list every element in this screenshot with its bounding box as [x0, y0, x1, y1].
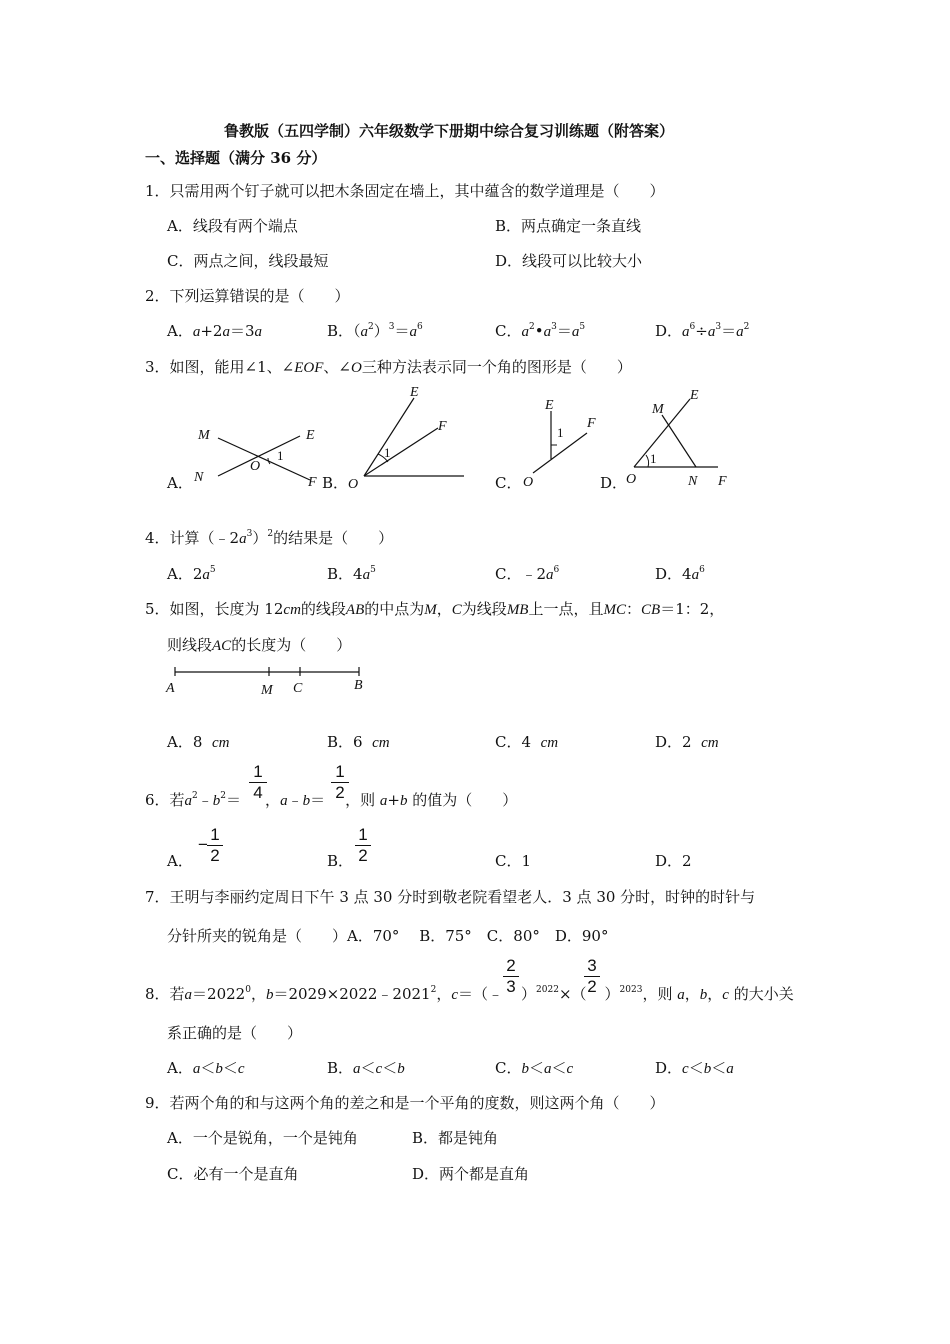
fig3b-label-e: E: [410, 385, 419, 400]
fig3d-label-n: N: [688, 474, 698, 489]
question-5-option-d: D．2 cm: [655, 733, 719, 751]
question-7-stem-line1: 7．王明与李丽约定周日下午 3 点 30 分时到敬老院看望老人．3 点 30 分时，时钟的时针与: [145, 888, 756, 906]
figure-5-segment: [160, 660, 380, 700]
question-6-option-b-fraction: 1 2: [355, 826, 371, 865]
fig3a-label-n: N: [194, 470, 204, 485]
question-6-stem: 6．若$a^2﹣b^2=$ ，a﹣b＝ ，则 a+b 的值为（ ）: [145, 791, 518, 809]
fig5-label-c: C: [293, 681, 303, 696]
fig3c-label-o: O: [523, 475, 534, 490]
question-3-option-a: A．: [167, 474, 193, 492]
fig3d-label-e: E: [690, 388, 699, 403]
question-6-option-a-label: A．: [167, 852, 193, 870]
fig3a-label-o: O: [250, 459, 261, 474]
question-2-option-a: A．a+2a＝3a: [167, 322, 263, 340]
question-8-option-b: B．a＜c＜b: [327, 1059, 405, 1077]
fig3d-label-o: O: [626, 472, 637, 487]
question-6-option-a-fraction: 1 2: [207, 826, 223, 865]
question-6-option-b-label: B．: [327, 852, 354, 870]
fig3a-label-f: F: [308, 475, 317, 490]
question-9-option-a: A．一个是锐角，一个是钝角: [167, 1129, 358, 1147]
question-1-option-c: C．两点之间，线段最短: [167, 252, 329, 270]
figure-3a: [190, 420, 330, 495]
figure-3c: [515, 393, 605, 493]
question-5-option-a: A．8 cm: [167, 733, 230, 751]
fig5-label-b: B: [354, 678, 363, 693]
question-1-option-b: B．两点确定一条直线: [495, 217, 642, 235]
fig3d-label-1: 1: [650, 451, 657, 466]
question-8-fraction-1: 2 3: [503, 957, 519, 996]
question-9-option-b: B．都是钝角: [412, 1129, 499, 1147]
fig3a-label-m: M: [198, 428, 210, 443]
figure-3d: [622, 385, 737, 490]
question-2-option-c: C．$a^2•a^3=a^5$: [495, 322, 586, 340]
question-3-option-b: B．: [322, 474, 349, 492]
question-4-option-a: A．$2a^5$: [167, 565, 216, 583]
question-8-fraction-2: 3 2: [584, 957, 600, 996]
fig3c-label-1: 1: [557, 425, 564, 440]
fig5-label-m: M: [261, 683, 273, 698]
question-1-option-d: D．线段可以比较大小: [495, 252, 643, 270]
question-6-option-d: D．2: [655, 852, 692, 870]
fig3c-label-f: F: [587, 416, 596, 431]
fig3a-label-e: E: [306, 428, 315, 443]
figure-3b: [340, 380, 475, 495]
fig5-label-a: A: [166, 681, 175, 696]
fig3d-label-m: M: [652, 402, 664, 417]
question-8-option-c: C．b＜a＜c: [495, 1059, 574, 1077]
question-8-stem-line1: 8．若$a=2022^0$，$b=2029\times 2022﹣2021^2$，c＝（﹣ ）$^{2022}$×（ ）$^{2023}$，则 a，b，c 的大小关: [145, 985, 794, 1003]
question-2-option-d: D．$a^6\div a^3=a^2$: [655, 322, 750, 340]
question-5-stem-line1: 5．如图，长度为 12cm的线段AB的中点为M，C为线段MB上一点，且MC：CB＝1：2，: [145, 600, 725, 618]
fig3b-label-1: 1: [384, 445, 391, 460]
question-6-fraction-1: 1 4: [249, 763, 267, 802]
question-6-fraction-2: 1 2: [331, 763, 349, 802]
section-heading: 一、选择题（满分 36 分）: [145, 149, 327, 167]
page-title: 鲁教版（五四学制）六年级数学下册期中综合复习训练题（附答案）: [224, 122, 675, 140]
fig3d-label-f: F: [718, 474, 727, 489]
question-5-option-c: C．4 cm: [495, 733, 559, 751]
fig3a-label-1: 1: [277, 448, 284, 463]
fig3a-line-mf: [218, 438, 310, 480]
question-1-stem: 1．只需用两个钉子就可以把木条固定在墙上，其中蕴含的数学道理是（ ）: [145, 182, 665, 200]
question-2-stem: 2．下列运算错误的是（ ）: [145, 287, 350, 305]
question-9-option-d: D．两个都是直角: [412, 1165, 530, 1183]
question-7-stem-line2: 分针所夹的锐角是（ ）A．70° B．75° C．80° D．90°: [167, 927, 609, 945]
question-4-option-d: D．$4a^6$: [655, 565, 705, 583]
question-9-option-c: C．必有一个是直角: [167, 1165, 299, 1183]
fig3b-label-o: O: [348, 477, 359, 492]
question-6-option-a-minus: −: [198, 835, 208, 854]
question-1-option-a: A．线段有两个端点: [167, 217, 298, 235]
question-9-stem: 9．若两个角的和与这两个角的差之和是一个平角的度数，则这两个角（ ）: [145, 1094, 665, 1112]
question-3-stem: 3．如图，能用∠1、∠EOF、∠O三种方法表示同一个角的图形是（ ）: [145, 358, 632, 376]
question-2-option-b: B．$(a^2)^3=a^6$: [327, 322, 423, 340]
fig3c-label-e: E: [545, 398, 554, 413]
question-3-option-c: C．: [495, 474, 522, 492]
question-4-option-b: B．$4a^5$: [327, 565, 376, 583]
question-4-stem: 4．计算$(﹣2a^3)^2$的结果是（ ）: [145, 529, 394, 547]
question-5-stem-line2: 则线段AC的长度为（ ）: [167, 636, 352, 654]
question-5-option-b: B．6 cm: [327, 733, 390, 751]
question-8-stem-line2: 系正确的是（ ）: [167, 1024, 303, 1042]
question-3-option-d: D．: [600, 474, 628, 492]
question-8-option-d: D．c＜b＜a: [655, 1059, 734, 1077]
question-8-option-a: A．a＜b＜c: [167, 1059, 245, 1077]
fig3b-label-f: F: [438, 419, 447, 434]
question-6-option-c: C．1: [495, 852, 532, 870]
question-4-option-c: C．$﹣2a^6$: [495, 565, 560, 583]
